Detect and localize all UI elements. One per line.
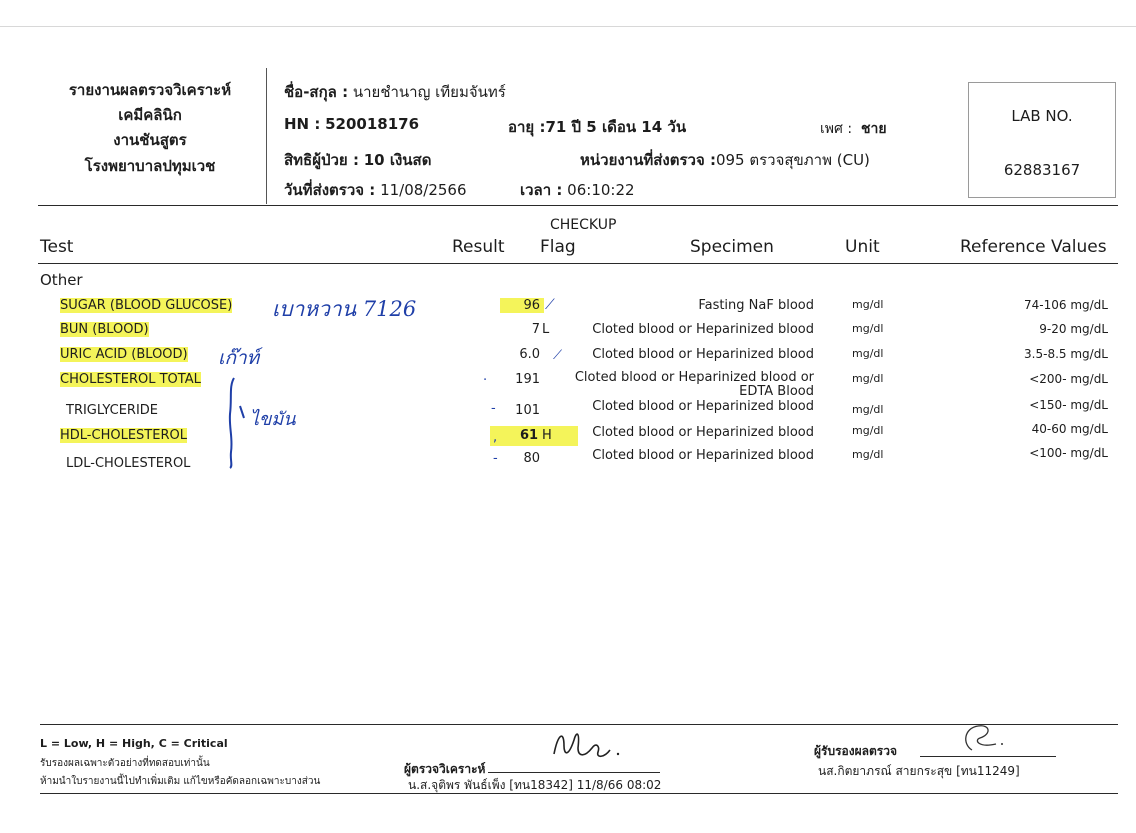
report-title-line-3: งานชันสูตร — [113, 131, 187, 149]
result-value: 6.0 — [519, 347, 540, 362]
unit-value: 095 ตรวจสุขภาพ (CU) — [715, 151, 870, 169]
tick-mark: - — [493, 451, 498, 466]
patient-right — [284, 148, 431, 172]
result-value: 101 — [515, 403, 540, 418]
highlight: URIC ACID (BLOOD) — [60, 347, 188, 362]
unit-value: mg/dl — [852, 448, 884, 461]
lab-number-box — [968, 82, 1116, 198]
col-result: Result — [452, 237, 505, 257]
approver-label: ผู้รับรองผลตรวจ — [814, 744, 897, 758]
test-name — [60, 428, 187, 443]
tick-mark: - — [491, 401, 496, 416]
test-name — [60, 347, 188, 362]
footer-note-2: ห้ามนำใบรายงานนี้ไปทำเพิ่มเติม แก้ไขหรือคัดลอกเฉพาะบางส่วน — [40, 776, 321, 787]
hn-value: 520018176 — [325, 115, 420, 133]
unit-value: mg/dl — [852, 322, 884, 335]
specimen-value: Fasting NaF blood — [698, 298, 814, 313]
result-value: 96 — [500, 298, 544, 313]
right-label: สิทธิผู้ป่วย : — [284, 151, 359, 169]
age-value: 71 ปี 5 เดือน 14 วัน — [545, 118, 687, 136]
lab-label: LAB NO. — [1011, 107, 1073, 125]
handwritten-uric-note: เก๊าท์ — [218, 347, 260, 369]
reference-value: 40-60 mg/dL — [1031, 422, 1108, 436]
col-unit: Unit — [845, 237, 880, 257]
column-header-rule — [38, 263, 1118, 264]
col-flag: Flag — [540, 237, 576, 257]
send-time — [520, 178, 635, 202]
unit-label: หน่วยงานที่ส่งตรวจ : — [580, 151, 716, 169]
section-title: Other — [40, 271, 83, 289]
tick-mark: , — [493, 430, 498, 445]
unit-value: mg/dl — [852, 347, 884, 360]
specimen-value: Cloted blood or Heparinized blood — [592, 425, 814, 440]
sending-unit — [580, 148, 870, 172]
col-test: Test — [40, 237, 74, 257]
report-title-line-4: โรงพยาบาลปทุมเวช — [84, 157, 216, 175]
header-divider — [266, 68, 267, 204]
unit-value: mg/dl — [852, 372, 884, 385]
result-value: 191 — [515, 372, 540, 387]
approver-value: นส.กิตยาภรณ์ สายกระสุข [ทน11249] — [818, 764, 1020, 778]
header-bottom-rule — [38, 205, 1118, 206]
name-label: ชื่อ-สกุล : — [284, 83, 349, 101]
time-value: 06:10:22 — [567, 181, 635, 199]
flag-value: L — [542, 322, 550, 337]
specimen-value: Cloted blood or Heparinized blood — [592, 448, 814, 463]
approver-signature — [956, 720, 1016, 756]
result-value — [490, 426, 578, 446]
handwritten-bracket — [226, 376, 242, 470]
age-label: อายุ : — [508, 118, 546, 136]
footer-note-1: รับรองผลเฉพาะตัวอย่างที่ทดสอบเท่านั้น — [40, 758, 210, 769]
highlight: HDL-CHOLESTEROL — [60, 428, 187, 443]
right-value: 10 เงินสด — [363, 151, 432, 169]
group-title: CHECKUP — [550, 217, 617, 233]
approver-sign-line — [920, 756, 1056, 757]
age — [508, 115, 686, 139]
reference-value: 9-20 mg/dL — [1039, 322, 1108, 336]
bracket-tick — [238, 404, 250, 420]
lab-number: 62883167 — [1003, 161, 1081, 179]
send-date — [284, 178, 467, 202]
sex-label: เพศ : — [820, 121, 853, 137]
hn — [284, 115, 419, 133]
specimen-value: Cloted blood or Heparinized blood — [592, 322, 814, 337]
report-title-line-1: รายงานผลตรวจวิเคราะห์ — [68, 81, 232, 99]
test-name — [60, 322, 149, 337]
col-reference: Reference Values — [960, 237, 1107, 257]
tick-mark: · — [483, 373, 488, 388]
reference-value: <150- mg/dL — [1029, 398, 1108, 412]
specimen-value: Cloted blood or Heparinized blood or — [574, 370, 814, 385]
unit-value: mg/dl — [852, 424, 884, 437]
result-number: 61 — [520, 428, 539, 443]
check-mark: ⟋ — [545, 297, 555, 313]
reference-value: 3.5-8.5 mg/dL — [1024, 347, 1108, 361]
specimen-value: Cloted blood or Heparinized blood — [592, 347, 814, 362]
name-value: นายชำนาญ เทียมจันทร์ — [352, 83, 506, 101]
sex-value: ชาย — [860, 121, 887, 137]
specimen-value: Cloted blood or Heparinized blood — [592, 399, 814, 414]
analyst-signature — [548, 724, 628, 766]
highlight: CHOLESTEROL TOTAL — [60, 372, 201, 387]
top-rule — [0, 26, 1136, 27]
footer-bottom-rule — [40, 793, 1118, 794]
flag-value: H — [542, 428, 552, 443]
flag-legend: L = Low, H = High, C = Critical — [40, 737, 228, 750]
time-label: เวลา : — [520, 181, 563, 199]
highlight: BUN (BLOOD) — [60, 322, 149, 337]
col-specimen: Specimen — [690, 237, 774, 257]
test-name: TRIGLYCERIDE — [66, 403, 159, 418]
sex — [820, 118, 887, 140]
handwritten-lipid-note: ไขมัน — [250, 409, 296, 430]
result-value: 7 — [531, 322, 540, 337]
patient-name — [284, 80, 506, 104]
result-value: 80 — [523, 451, 540, 466]
reference-value: <200- mg/dL — [1029, 372, 1108, 386]
check-mark: ⟋ — [553, 348, 563, 363]
unit-value: mg/dl — [852, 298, 884, 311]
hn-label: HN : — [284, 115, 321, 133]
analyst-label: ผู้ตรวจวิเคราะห์ — [404, 762, 486, 776]
test-name — [60, 372, 201, 387]
date-value: 11/08/2566 — [380, 181, 467, 199]
reference-value: 74-106 mg/dL — [1024, 298, 1108, 312]
specimen-value-line-2: EDTA Blood — [739, 384, 814, 399]
handwritten-sugar-note: เบาหวาน 7126 — [272, 297, 417, 321]
reference-value: <100- mg/dL — [1029, 446, 1108, 460]
highlight: SUGAR (BLOOD GLUCOSE) — [60, 298, 233, 313]
analyst-value: น.ส.จุติพร พันธ์เพ็ง [ทน18342] 11/8/66 08:02 — [408, 778, 662, 792]
test-name: LDL-CHOLESTEROL — [66, 456, 191, 471]
date-label: วันที่ส่งตรวจ : — [284, 181, 376, 199]
report-title-line-2: เคมีคลินิก — [118, 106, 182, 124]
unit-value: mg/dl — [852, 403, 884, 416]
analyst-sign-line — [488, 772, 660, 773]
test-name — [60, 298, 232, 313]
